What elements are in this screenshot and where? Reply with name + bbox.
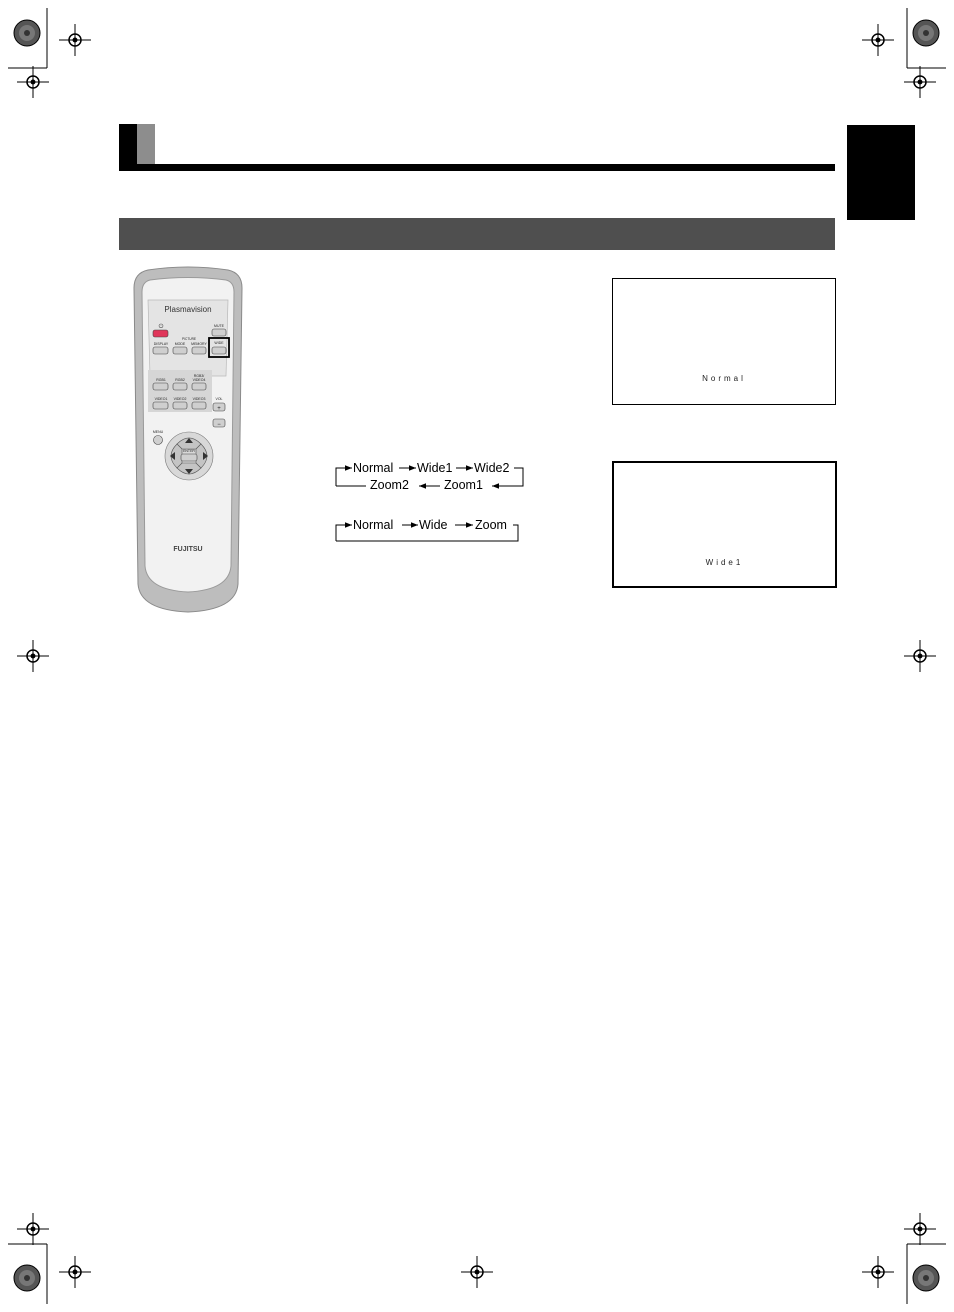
rgb3-video4-button[interactable] xyxy=(192,383,206,390)
wide-button[interactable] xyxy=(212,347,226,354)
remote-brand-top: Plasmavision xyxy=(164,305,212,314)
display-label: DISPLAY xyxy=(153,342,169,346)
sunburst-mark-tr xyxy=(913,20,939,46)
rgb3-label-line2: VIDEO4 xyxy=(192,378,206,382)
enter-button[interactable] xyxy=(181,454,197,461)
flow1-normal: Normal xyxy=(353,461,394,475)
flow1-zoom1: Zoom1 xyxy=(444,478,483,492)
memory-button[interactable] xyxy=(192,347,206,354)
rgb3-label-line1: RGB3/ xyxy=(193,374,205,378)
flow2-zoom: Zoom xyxy=(475,518,507,532)
side-tab xyxy=(847,125,915,220)
sunburst-mark-br xyxy=(913,1265,939,1291)
rgb2-button[interactable] xyxy=(173,383,187,390)
mute-button[interactable] xyxy=(212,329,226,336)
screen-label-normal: Normal xyxy=(702,374,746,383)
mute-label: MUTE xyxy=(214,324,224,328)
mode-label: MODE xyxy=(174,342,186,346)
chapter-marker-black xyxy=(119,124,137,164)
video1-label: VIDEO1 xyxy=(154,397,168,401)
mode-cycle-diagram-1 xyxy=(330,456,530,496)
remote-control xyxy=(130,266,246,614)
rgb1-button[interactable] xyxy=(153,383,168,390)
screen-label-wide1: Wide1 xyxy=(705,558,744,567)
flow1-wide1: Wide1 xyxy=(417,461,453,475)
enter-label: ENTER xyxy=(183,449,195,453)
screen-preview-normal xyxy=(612,278,836,405)
header-rule xyxy=(119,164,835,171)
video2-label: VIDEO2 xyxy=(173,397,187,401)
vol-label: VOL xyxy=(215,397,223,401)
video3-label: VIDEO3 xyxy=(192,397,206,401)
rgb2-label: RGB2 xyxy=(175,378,185,382)
sunburst-mark-bl xyxy=(14,1265,40,1291)
chapter-marker-gray xyxy=(137,124,155,164)
power-button[interactable] xyxy=(153,330,168,337)
menu-button[interactable] xyxy=(154,436,163,445)
flow1-wide2: Wide2 xyxy=(474,461,510,475)
rgb1-label: RGB1 xyxy=(156,378,166,382)
video3-button[interactable] xyxy=(192,402,206,409)
memory-label: MEMORY xyxy=(191,342,207,346)
display-button[interactable] xyxy=(153,347,168,354)
remote-brand-bottom: FUJITSU xyxy=(173,546,203,553)
power-icon: ⏻ xyxy=(158,324,164,330)
flow2-normal: Normal xyxy=(353,518,394,532)
mode-button[interactable] xyxy=(173,347,187,354)
flow2-wide: Wide xyxy=(419,518,448,532)
picture-group-label: PICTURE xyxy=(182,337,196,341)
wide-label: WIDE xyxy=(214,341,224,345)
menu-label: MENU xyxy=(152,430,164,434)
video1-button[interactable] xyxy=(153,402,168,409)
flow1-zoom2: Zoom2 xyxy=(370,478,409,492)
sunburst-mark-tl xyxy=(14,20,40,46)
vol-minus-symbol: − xyxy=(217,422,221,428)
video2-button[interactable] xyxy=(173,402,187,409)
section-bar xyxy=(119,218,835,250)
mode-cycle-diagram-2 xyxy=(330,514,530,546)
screen-preview-wide1 xyxy=(612,461,837,588)
vol-plus-symbol: + xyxy=(217,406,221,412)
